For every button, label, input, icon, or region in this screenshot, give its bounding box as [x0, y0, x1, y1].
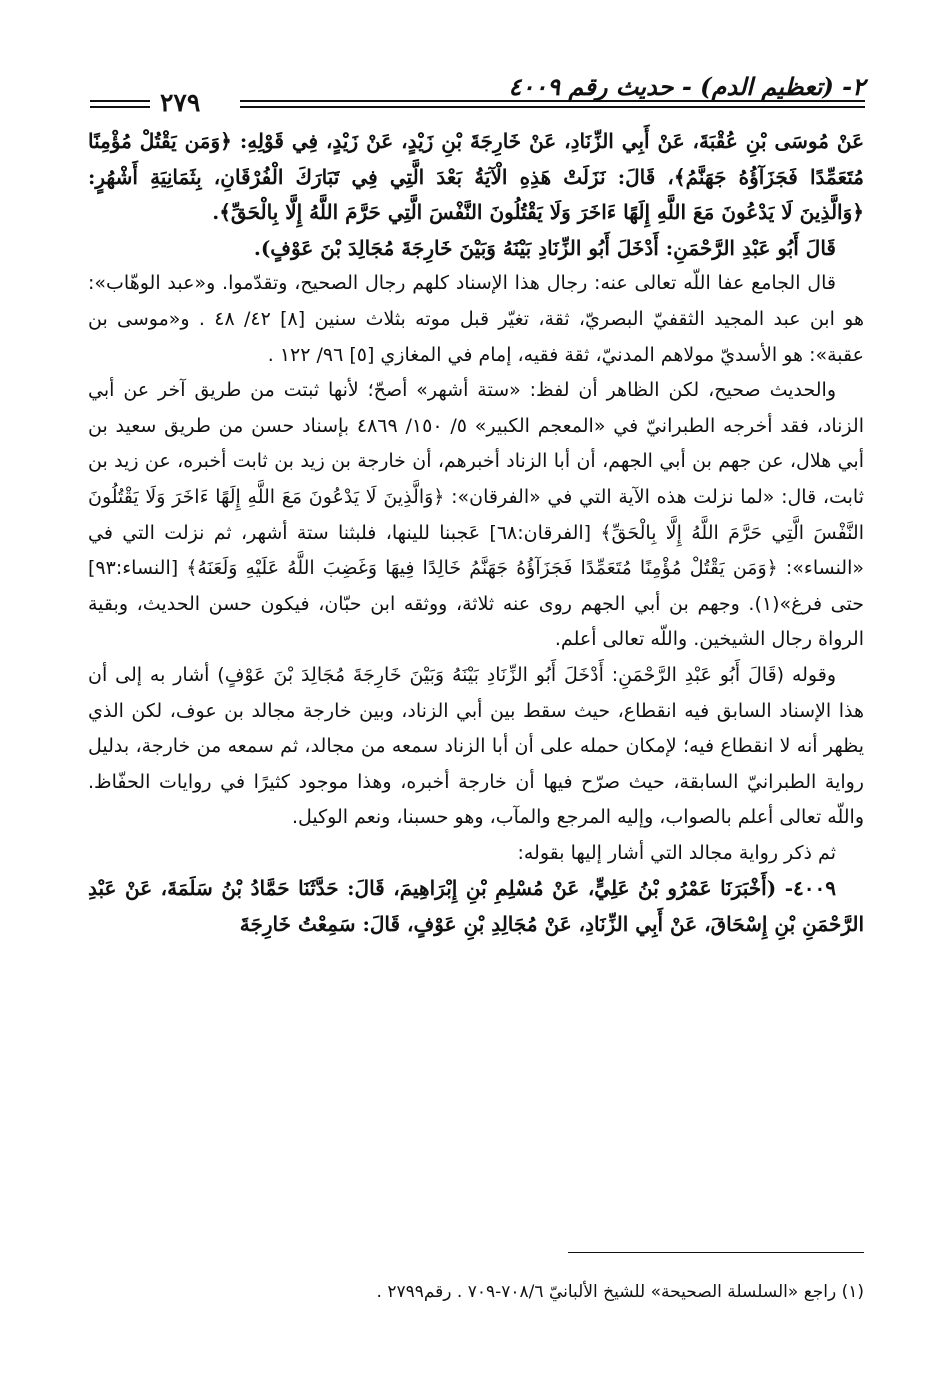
hadith-4009: ٤٠٠٩- (أَخْبَرَنَا عَمْرُو بْنُ عَلِيٍّ، عَنْ مُسْلِمِ بْنِ إِبْرَاهِيمَ، قَالَ: حَدَّثَنَا حَمَّادُ بْنُ سَلَمَةَ، عَنْ عَبْدِ الرَّحْمَنِ بْنِ إِسْحَاقَ، عَنْ أَبِي الزِّنَادِ، عَنْ مُجَالِدِ بْنِ عَوْفٍ، قَالَ: سَمِعْتُ خَارِجَةَ [88, 876, 864, 937]
commentary-narrators: قال الجامع عفا اللّه تعالى عنه: رجال هذا الإسناد كلهم رجال الصحيح، وتقدّموا. و«عبد الوهّاب»: هو ابن عبد المجيد الثقفيّ البصريّ، ثقة، تغيّر قبل موته بثلاث سنين [٨] ٤٢/ ٤٨ . و«موسى بن عقبة»: هو الأسديّ مولاهم المدنيّ، ثقة فقيه، إمام في المغازي [٥] ٩٦/ ١٢٢ . [88, 272, 864, 366]
transition-line: ثم ذكر رواية مجالد التي أشار إليها بقوله: [517, 841, 836, 864]
nasai-remark: قَالَ أَبُو عَبْدِ الرَّحْمَنِ: أَدْخَلَ أَبُو الزِّنَادِ بَيْنَهُ وَبَيْنَ خَارِجَةَ مُجَالِدَ بْنَ عَوْفٍ). [253, 235, 836, 260]
page-header [90, 72, 865, 117]
hadith-text-continued: عَنْ مُوسَى بْنِ عُقْبَةَ، عَنْ أَبِي الزِّنَادِ، عَنْ خَارِجَةَ بْنِ زَيْدٍ، عَنْ زَيْدٍ، فِي قَوْلِهِ: ﴿وَمَن يَقْتُلْ مُؤْمِنًا مُتَعَمِّدًا فَجَزَآؤُهُ جَهَنَّمُ﴾، قَالَ: نَزَلَتْ هَذِهِ الْآيَةُ بَعْدَ الَّتِي فِي تَبَارَكَ الْفُرْقَانِ، بِثَمَانِيَةِ أَشْهُرٍ: ﴿وَالَّذِينَ لَا يَدْعُونَ مَعَ اللَّهِ إِلَهًا ءَاخَرَ وَلَا يَقْتُلُونَ النَّفْسَ الَّتِي حَرَّمَ اللَّهُ إِلَّا بِالْحَقِّ﴾. [88, 129, 864, 225]
header-rule-right [240, 100, 865, 108]
running-title: ٢- (تعظيم الدم) - حديث رقم ٤٠٠٩ [508, 72, 865, 101]
commentary-inqita: وقوله (قَالَ أَبُو عَبْدِ الرَّحْمَنِ: أَدْخَلَ أَبُو الزِّنَادِ بَيْنَهُ وَبَيْنَ خَارِجَةَ مُجَالِدَ بْنَ عَوْفٍ) أشار به إلى أن هذا الإسناد السابق فيه انقطاع، حيث سقط بين أبي الزناد، وبين خارجة مجالد بن عوف، لكن الذي يظهر أنه لا انقطاع فيه؛ لإمكان حمله على أن أبا الزناد سمعه من مجالد، ثم سمعه من خارجة، بدليل رواية الطبرانيّ السابقة، حيث صرّح فيها أن خارجة أخبره، وهذا موجود كثيرًا في روايات الحفّاظ. واللّه تعالى أعلم بالصواب، وإليه المرجع والمآب، وهو حسبنا، ونعم الوكيل. [88, 663, 864, 829]
footnote-divider [568, 1252, 864, 1253]
commentary-grading: والحديث صحيح، لكن الظاهر أن لفظ: «ستة أشهر» أصحّ؛ لأنها ثبتت من طريق آخر عن أبي الزناد، فقد أخرجه الطبرانيّ في «المعجم الكبير» ٥/ ١٥٠/ ٤٨٦٩ بإسناد حسن من طريق سعيد بن أبي هلال، عن جهم بن أبي الجهم، أن أبا الزناد أخبرهم، أن خارجة بن زيد بن ثابت أخبره، عن زيد بن ثابت، قال: «لما نزلت هذه الآية التي في «الفرقان»: ﴿وَالَّذِينَ لَا يَدْعُونَ مَعَ اللَّهِ إِلَهًا ءَاخَرَ وَلَا يَقْتُلُونَ النَّفْسَ الَّتِي حَرَّمَ اللَّهُ إِلَّا بِالْحَقِّ﴾ [الفرقان:٦٨] عَجبنا للينها، فلبثنا ستة أشهر، ثم نزلت التي في «النساء»: ﴿وَمَن يَقْتُلْ مُؤْمِنًا مُتَعَمِّدًا فَجَزَآؤُهُ جَهَنَّمُ خَالِدًا فِيهَا وَغَضِبَ اللَّهُ عَلَيْهِ وَلَعَنَهُ﴾ [النساء:٩٣] حتى فرغ»(١). وجهم بن أبي الجهم روى عنه ثلاثة، ووثقه ابن حبّان، فيكون حسن الحديث، وبقية الرواة رجال الشيخين. واللّه تعالى أعلم. [88, 379, 864, 651]
page-number: ٢٧٩ [160, 88, 201, 117]
header-rule-left [90, 100, 150, 108]
footnote: (١) راجع «السلسلة الصحيحة» للشيخ الألبانيّ ٧٠٨/٦-٧٠٩ . رقم٢٧٩٩ . [376, 1282, 864, 1302]
main-text [88, 124, 864, 943]
